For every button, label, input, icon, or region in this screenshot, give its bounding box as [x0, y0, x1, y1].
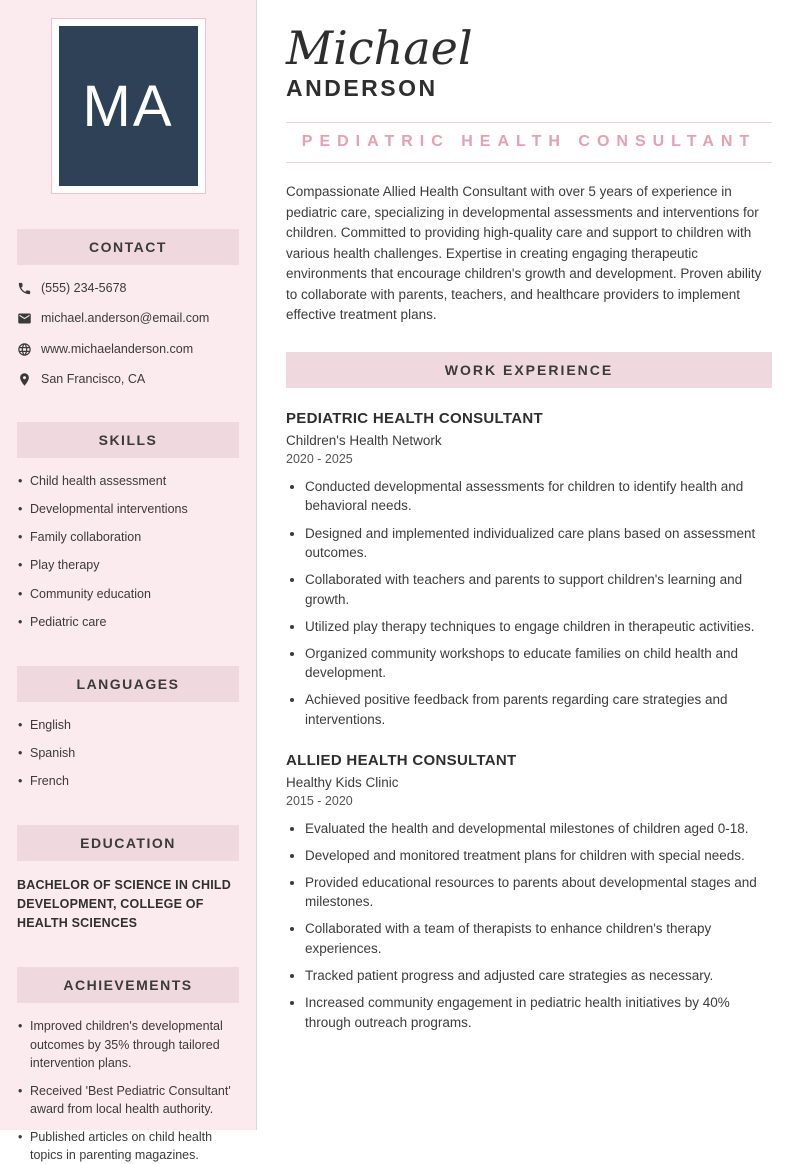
- contact-heading: CONTACT: [17, 229, 239, 265]
- job-entry-1: [286, 410, 772, 730]
- languages-heading: LANGUAGES: [17, 666, 239, 702]
- location-icon: [17, 372, 32, 387]
- education-heading: EDUCATION: [17, 825, 239, 861]
- contact-phone-text: (555) 234-5678: [41, 281, 127, 295]
- contact-website-text: www.michaelanderson.com: [41, 341, 194, 356]
- contact-email-text: michael.anderson@email.com: [41, 311, 210, 326]
- education-text: BACHELOR OF SCIENCE IN CHILD DEVELOPMENT, COLLEGE OF HEALTH SCIENCES: [17, 878, 231, 930]
- job-company: Healthy Kids Clinic: [286, 774, 399, 790]
- skill-item: • Play therapy: [17, 556, 239, 574]
- contact-location-text: San Francisco, CA: [41, 371, 146, 386]
- skill-item: • Pediatric care: [17, 613, 239, 631]
- summary-text: Compassionate Allied Health Consultant with over 5 years of experience in pediatric care, specializing in developmental assessments and interventions for children. Committed to providing high-quality care and support to children with various health challenges. Expertise in creating engaging therapeutic environments that encourage children's growth and development. Proven ability to collaborate with parents, teachers, and healthcare providers to implement effective treatment plans.: [286, 184, 762, 323]
- language-item: • English: [17, 716, 239, 734]
- rule-line: [286, 162, 772, 163]
- work-experience-heading: WORK EXPERIENCE: [286, 352, 772, 388]
- main-content: [257, 0, 800, 1130]
- education-section: [17, 825, 239, 932]
- job-title: PEDIATRIC HEALTH CONSULTANT: [286, 409, 543, 427]
- job-entry-2: [286, 752, 772, 1033]
- bullet-item: • Developed and monitored treatment plans for children with special needs.: [305, 846, 772, 866]
- bullet-item: • Utilized play therapy techniques to engage children in therapeutic activities.: [305, 617, 772, 637]
- phone-icon: [17, 281, 32, 296]
- achievement-item: • Published articles on child health topics in parenting magazines.: [17, 1128, 239, 1164]
- avatar: [51, 18, 206, 194]
- bullet-item: • Tracked patient progress and adjusted care strategies as necessary.: [305, 966, 772, 986]
- job-bullets: [286, 477, 772, 730]
- contact-list: [17, 280, 239, 387]
- languages-list: [17, 716, 239, 790]
- name-header: [286, 21, 772, 102]
- avatar-box: [59, 26, 198, 186]
- avatar-initials: MA: [82, 73, 174, 139]
- last-name: ANDERSON: [286, 75, 438, 102]
- bullet-item: • Collaborated with teachers and parents to support children's learning and growth.: [305, 570, 772, 609]
- bullet-item: • Provided educational resources to parents about developmental stages and milestones.: [305, 873, 772, 912]
- skill-item: • Community education: [17, 585, 239, 603]
- job-dates: 2015 - 2020: [286, 793, 353, 808]
- bullet-item: • Achieved positive feedback from parents regarding care strategies and interventions.: [305, 690, 772, 729]
- bullet-item: • Organized community workshops to educate families on child health and development.: [305, 644, 772, 683]
- globe-icon: [17, 342, 32, 357]
- email-icon: [17, 311, 32, 326]
- skills-section: [17, 422, 239, 631]
- bullet-item: • Evaluated the health and developmental milestones of children aged 0-18.: [305, 819, 772, 839]
- job-bullets: [286, 819, 772, 1033]
- skills-heading: SKILLS: [17, 422, 239, 458]
- bullet-item: • Conducted developmental assessments for children to identify health and behavioral needs.: [305, 477, 772, 516]
- achievements-section: [17, 967, 239, 1164]
- skill-item: • Child health assessment: [17, 472, 239, 490]
- job-title: ALLIED HEALTH CONSULTANT: [286, 751, 517, 769]
- skill-item: • Developmental interventions: [17, 500, 239, 518]
- job-dates: 2020 - 2025: [286, 451, 353, 466]
- first-name: Michael: [286, 21, 473, 75]
- bullet-item: • Collaborated with a team of therapists to enhance children's therapy experiences.: [305, 919, 772, 958]
- contact-item-phone: [17, 280, 239, 296]
- language-item: • Spanish: [17, 744, 239, 762]
- language-item: • French: [17, 772, 239, 790]
- bullet-item: • Increased community engagement in pediatric health initiatives by 40% through outreach programs.: [305, 993, 772, 1032]
- skills-list: [17, 472, 239, 631]
- bullet-item: • Designed and implemented individualized care plans based on assessment outcomes.: [305, 524, 772, 563]
- achievements-list: [17, 1017, 239, 1164]
- job-company: Children's Health Network: [286, 432, 442, 448]
- contact-item-website: [17, 341, 239, 357]
- languages-section: [17, 666, 239, 790]
- contact-item-email: [17, 310, 239, 326]
- contact-section: [17, 229, 239, 387]
- contact-item-location: [17, 371, 239, 387]
- achievements-heading: ACHIEVEMENTS: [17, 967, 239, 1003]
- sidebar: [0, 0, 256, 1163]
- achievement-item: • Received 'Best Pediatric Consultant' award from local health authority.: [17, 1082, 239, 1118]
- profession-title: PEDIATRIC HEALTH CONSULTANT: [301, 133, 757, 151]
- skill-item: • Family collaboration: [17, 528, 239, 546]
- achievement-item: • Improved children's developmental outcomes by 35% through tailored intervention plans.: [17, 1017, 239, 1071]
